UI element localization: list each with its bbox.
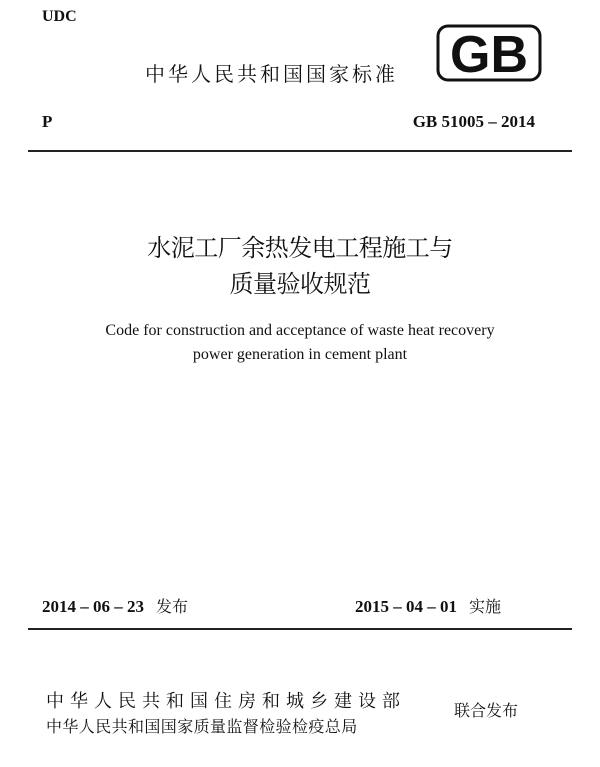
publisher-line1: 中华人民共和国住房和城乡建设部	[46, 691, 406, 712]
implement-date: 2015 – 04 – 01	[355, 597, 457, 616]
top-divider	[28, 150, 572, 152]
implement-date-block	[355, 594, 501, 617]
title-cn-line1: 水泥工厂余热发电工程施工与	[147, 234, 453, 262]
publisher-line2: 中华人民共和国国家质量监督检验检疫总局	[46, 717, 358, 736]
bottom-divider	[28, 628, 572, 630]
gb-logo-icon	[436, 24, 542, 82]
standard-type: 中华人民共和国国家标准	[145, 62, 398, 86]
issue-label: 发布	[156, 597, 189, 616]
standard-number: GB 51005 – 2014	[412, 112, 535, 131]
svg-text:GB: GB	[450, 26, 528, 82]
title-cn-line2: 质量验收规范	[229, 270, 371, 298]
joint-publish-label: 联合发布	[454, 701, 519, 720]
udc-label: UDC	[42, 8, 77, 25]
implement-label: 实施	[469, 597, 502, 616]
issue-date: 2014 – 06 – 23	[42, 597, 144, 616]
title-en-line2: power generation in cement plant	[192, 346, 408, 363]
classification-code: P	[42, 112, 53, 131]
title-en-line1: Code for construction and acceptance of waste heat recovery	[105, 322, 495, 339]
issue-date-block	[42, 594, 188, 617]
